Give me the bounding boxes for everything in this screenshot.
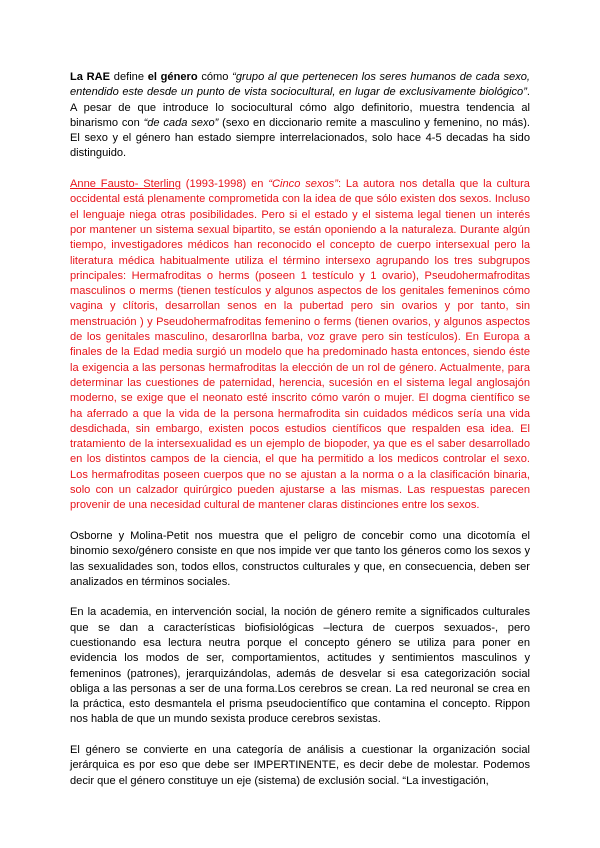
document-page: [70, 70, 530, 789]
paragraph-osborne: Osborne y Molina-Petit nos muestra que el peligro de concebir como una dicotomía el binomio sexo/género consiste en que nos impide ver que tanto los géneros como los sexos y las sexualidades son, todos ellos, constructos culturales y que, en consecuencia, deben ser analizados en términos sociales.: [70, 529, 530, 588]
paragraph-gap: [70, 162, 530, 177]
paragraph-genero-categoria: El género se convierte en una categoría de análisis a cuestionar la organización social jerárquica es por eso que debe ser IMPERTINENTE, es decir debe de molestar. Podemos decir que el género constituye un eje (sistema) de exclusión social. “La investigación,: [70, 744, 530, 787]
text-span: . A pesar de que introduce lo sociocultural cómo algo definitorio, muestra tendencia al binarismo con: [70, 86, 530, 129]
paragraph-fausto-sterling: [70, 177, 530, 514]
text-span: cómo: [197, 71, 233, 83]
paragraph-academia: En la academia, en intervención social, la noción de género remite a significados culturales que se dan a características biofisiológicas –lectura de cuerpos sexuados-, pero cuestionando esa lectura neutra porque el concepto género se utiliza para poner en evidencia los modos de ser, comportamientos, actitudes y sentimientos masculinos y femeninos (patrones), jerarquizándolas, además de desvelar si esa categorización social obliga a las personas a ser de una forma.Los cerebros se crean. La red neuronal se crea en la práctica, esto desmantela el prisma pseudocientífico que contamina el concepto. Rippon nos habla de que un mundo sexista produce cerebros sexistas.: [70, 606, 530, 726]
text-span: (sexo en diccionario remite a masculino y femenino, no más). El sexo y el género han estado siempre interrelacionados, solo hace 4-5 decadas ha sido distinguido.: [70, 116, 530, 160]
work-title: “Cinco sexos”: [268, 178, 338, 191]
text-span: define: [110, 71, 148, 83]
paragraph-gap: [70, 514, 530, 529]
paragraph-gap: [70, 590, 530, 605]
rae-label: La RAE: [70, 71, 111, 83]
text-span: : La autora nos detalla que la cultura occidental está plenamente comprometida con la idea de que sólo existen dos sexos. Incluso el lenguaje niega otras posibilidades. Pero si el estado y el sistema legal tienen un interés por mantener un sistema sexual bipartito, se están oponiendo a la naturaleza. Durante algún tiempo, investigadores médicos han reconocido el concepto de cuerpo intersexual pero la literatura médica habitualmente utiliza el término intersexo agrupando los tres subgrupos principales: Hermafroditas o herms (poseen 1 testículo y 1 ovario), Pseudohermafroditas masculinos o merms (tienen testículos y algunos aspectos de los genitales femeninos cómo vagina y clítoris, desarrollan senos en la pubertad pero sin ovarios y por tanto, sin menstruación ) y Pseudohermafroditas femenino o ferms (tienen ovarios, y algunos aspectos de los genitales masculino, desarorllna barba, voz grave pero sin testículos). En Europa a finales de la Edad media surgió un modelo que ha predominado hasta entonces, siendo éste la exigencia a las personas hermafroditas la elección de un rol de género. Actualmente, para determinar las cuestiones de paternidad, herencia, sucesión en el sistema legal anglosajón moderno, se exige que el neonato esté inscrito cómo varón o mujer. El dogma científico se ha aferrado a que la vida de la persona hermafrodita sin cuidados médicos sería una vida desdichada, sin embargo, existen pocos estudios científicos que respalden esa idea. El tratamiento de la intersexualidad es un ejemplo de biopoder, ya que es el saber desarrollado en los distintos campos de la ciencia, el que ha permitido a los medicos controlar el sexo. Los hermafroditas poseen cuerpos que no se ajustan a la norma o a la clasificación binaria, solo con un calzador quirúrgico pueden ajustarse a las mismas. Las respuestas parecen provenir de una necesidad cultural de mantener claras distinciones entre los sexos.: [70, 178, 530, 512]
genero-term: el género: [147, 71, 198, 83]
cada-sexo-quote: “de cada sexo”: [143, 116, 219, 129]
text-span: (1993-1998) en: [180, 178, 269, 191]
paragraph-gap: [70, 728, 530, 743]
author-name: Anne Fausto- Sterling: [70, 178, 181, 191]
paragraph-rae-definition: [70, 70, 530, 162]
rae-quote: “grupo al que pertenecen los seres humanos de cada sexo, entendido este desde un punto de vista sociocultural, en lugar de exclusivamente biológico”: [70, 71, 531, 99]
